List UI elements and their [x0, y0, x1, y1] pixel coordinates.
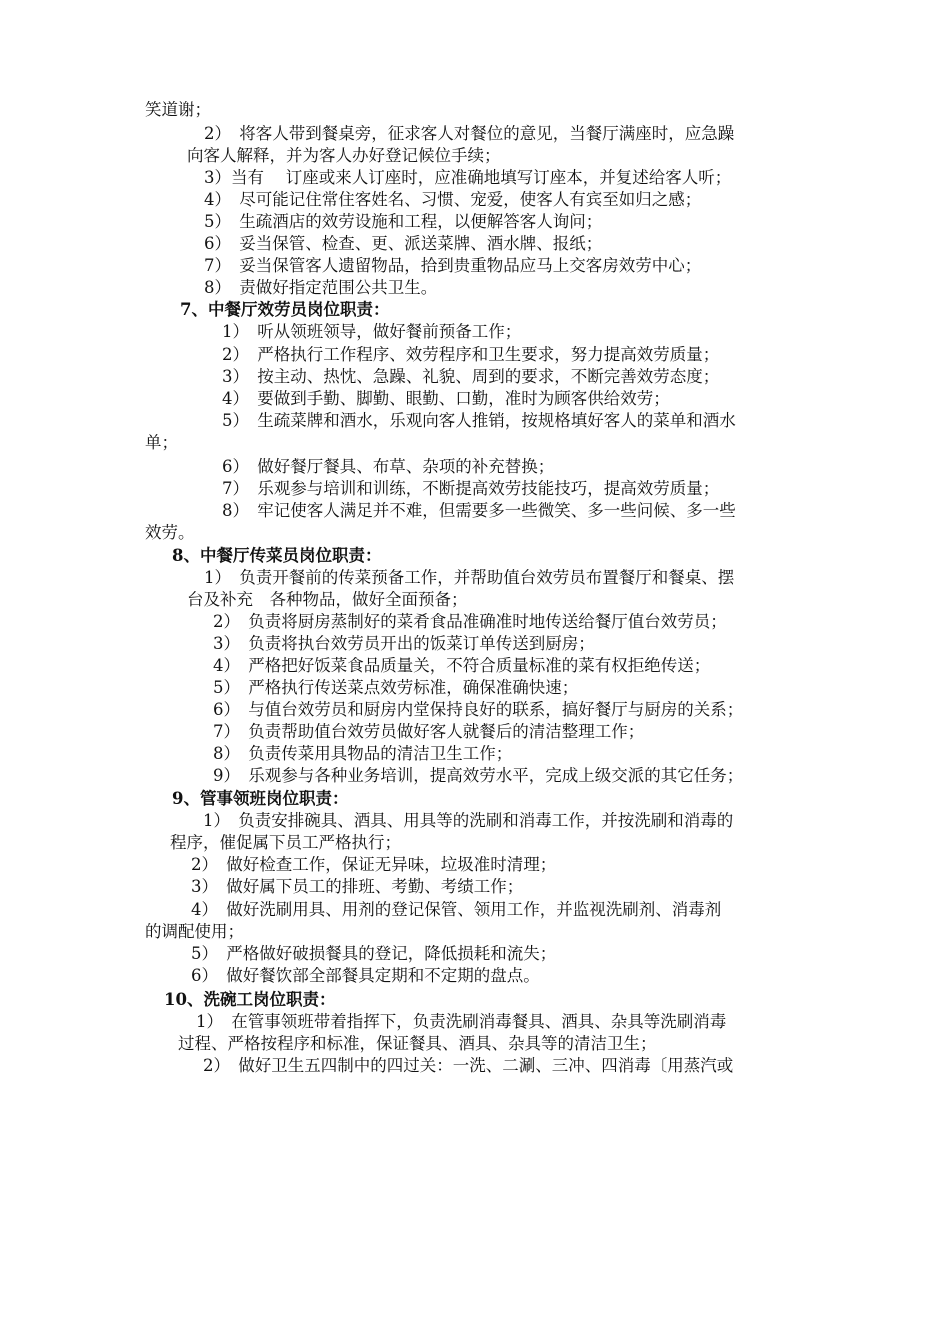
- list-item: 7） 负责帮助值台效劳员做好客人就餐后的清洁整理工作；: [213, 722, 645, 741]
- text-line: 过程、严格按程序和标准，保证餐具、酒具、杂具等的清洁卫生；: [178, 1034, 657, 1053]
- section-heading: 10、洗碗工岗位职责：: [164, 990, 336, 1009]
- text-line: 效劳。: [145, 523, 195, 542]
- list-item: 3） 负责将执台效劳员开出的饭菜订单传送到厨房；: [213, 634, 595, 653]
- list-item: 2） 负责将厨房蒸制好的菜肴食品准确准时地传送给餐厅值台效劳员；: [213, 612, 727, 631]
- list-item: 6） 妥当保管、检查、更、派送菜牌、酒水牌、报纸；: [204, 234, 603, 253]
- list-item: 4） 尽可能记住常住客姓名、习惯、宠爱，使客人有宾至如归之感；: [204, 190, 702, 209]
- list-item: 1） 负责安排碗具、酒具、用具等的洗刷和消毒工作，并按洗刷和消毒的: [203, 811, 734, 830]
- section-heading: 8、中餐厅传菜员岗位职责：: [172, 546, 382, 565]
- list-item: 2） 做好检查工作，保证无异味，垃圾准时清理；: [191, 855, 557, 874]
- list-item: 5） 生疏菜牌和酒水，乐观向客人推销，按规格填好客人的菜单和酒水: [222, 411, 736, 430]
- text-line: 台及补充 各种物品，做好全面预备；: [187, 590, 468, 609]
- list-item: 1） 听从领班领导，做好餐前预备工作；: [222, 322, 522, 341]
- list-item: 7） 妥当保管客人遗留物品，拾到贵重物品应马上交客房效劳中心；: [204, 256, 702, 275]
- list-item: 3） 按主动、热忱、急躁、礼貌、周到的要求，不断完善效劳态度；: [222, 367, 720, 386]
- list-item: 6） 做好餐厅餐具、布草、杂项的补充替换；: [222, 457, 555, 476]
- list-item: 6） 做好餐饮部全部餐具定期和不定期的盘点。: [191, 966, 540, 985]
- list-item: 4） 要做到手勤、脚勤、眼勤、口勤，准时为顾客供给效劳；: [222, 389, 670, 408]
- list-item: 8） 负责传菜用具物品的清洁卫生工作；: [213, 744, 513, 763]
- text-line: 的调配使用；: [145, 922, 244, 941]
- section-heading: 9、管事领班岗位职责：: [172, 789, 349, 808]
- list-item: 5） 严格做好破损餐具的登记，降低损耗和流失；: [191, 944, 557, 963]
- list-item: 6） 与值台效劳员和厨房内堂保持良好的联系，搞好餐厅与厨房的关系；: [213, 700, 744, 719]
- list-item: 5） 生疏酒店的效劳设施和工程，以便解答客人询问；: [204, 212, 603, 231]
- list-item: 2） 将客人带到餐桌旁，征求客人对餐位的意见，当餐厅满座时，应急躁: [204, 124, 735, 143]
- list-item: 4） 严格把好饭菜食品质量关，不符合质量标准的菜有权拒绝传送；: [213, 656, 711, 675]
- text-line: 笑道谢；: [145, 100, 211, 119]
- text-line: 向客人解释，并为客人办好登记候位手续；: [187, 146, 501, 165]
- text-line: 程序，催促属下员工严格执行；: [170, 833, 401, 852]
- list-item: 1） 在管事领班带着指挥下，负责洗刷消毒餐具、酒具、杂具等洗刷消毒: [196, 1012, 727, 1031]
- list-item: 3）当有 订座或来人订座时，应准确地填写订座本，并复述给客人听；: [204, 168, 732, 187]
- list-item: 4） 做好洗刷用具、用剂的登记保管、领用工作，并监视洗刷剂、消毒剂: [191, 900, 722, 919]
- section-heading: 7、中餐厅效劳员岗位职责：: [180, 300, 390, 319]
- list-item: 5） 严格执行传送菜点效劳标准，确保准确快速；: [213, 678, 579, 697]
- list-item: 9） 乐观参与各种业务培训，提高效劳水平，完成上级交派的其它任务；: [213, 766, 744, 785]
- list-item: 8） 牢记使客人满足并不难，但需要多一些微笑、多一些问候、多一些: [222, 501, 736, 520]
- list-item: 7） 乐观参与培训和训练，不断提高效劳技能技巧，提高效劳质量；: [222, 479, 720, 498]
- list-item: 1） 负责开餐前的传菜预备工作，并帮助值台效劳员布置餐厅和餐桌、摆: [204, 568, 735, 587]
- list-item: 3） 做好属下员工的排班、考勤、考绩工作；: [191, 877, 524, 896]
- list-item: 8） 责做好指定范围公共卫生。: [204, 278, 438, 297]
- list-item: 2） 严格执行工作程序、效劳程序和卫生要求，努力提高效劳质量；: [222, 345, 720, 364]
- text-line: 单；: [145, 433, 178, 452]
- list-item: 2） 做好卫生五四制中的四过关：一洗、二涮、三冲、四消毒〔用蒸汽或: [203, 1056, 734, 1075]
